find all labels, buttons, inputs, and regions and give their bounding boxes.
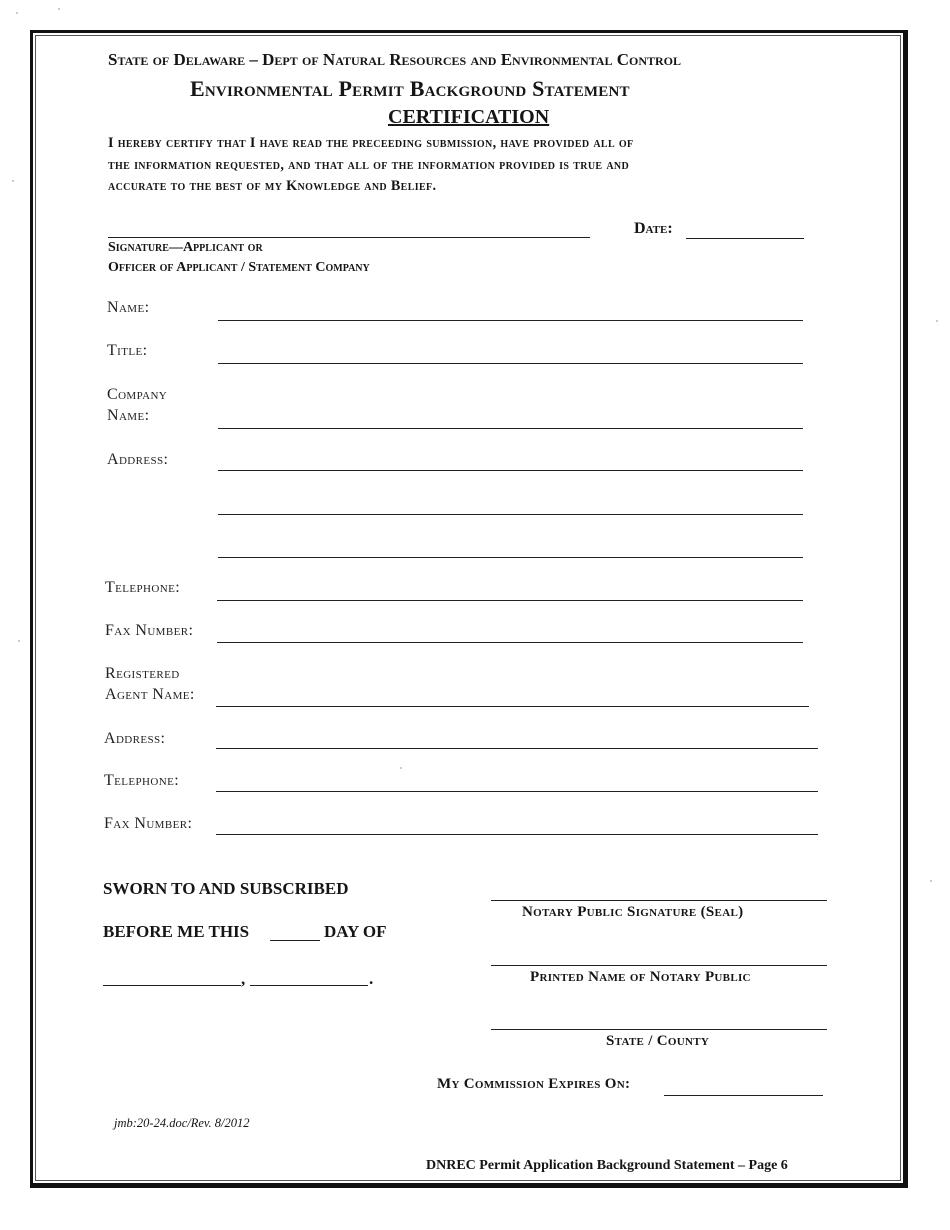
notary-signature-line[interactable]	[491, 900, 827, 901]
agent-label-1: Registered	[105, 665, 180, 682]
state-county-label: State / County	[606, 1033, 710, 1049]
scan-speck	[58, 8, 60, 10]
agent-label-2: Agent Name:	[105, 686, 195, 703]
company-name-field[interactable]	[218, 428, 803, 429]
year-blank[interactable]	[250, 985, 368, 986]
sworn-line-2-after: DAY OF	[324, 922, 387, 941]
scan-speck	[936, 320, 938, 322]
commission-label: My Commission Expires On:	[437, 1076, 631, 1092]
sworn-line-2-before: BEFORE ME THIS	[103, 922, 250, 941]
scan-speck	[18, 640, 20, 642]
scan-speck	[12, 180, 14, 182]
certification-line-3: accurate to the best of my Knowledge and Belief.	[108, 178, 437, 194]
fax-label: Fax Number:	[105, 622, 194, 639]
name-field[interactable]	[218, 320, 803, 321]
fax-field[interactable]	[217, 642, 803, 643]
agent-fax-field[interactable]	[216, 834, 818, 835]
address-field-1[interactable]	[218, 470, 803, 471]
page-caption: DNREC Permit Application Background Statement – Page 6	[426, 1158, 788, 1173]
certification-line-1: I hereby certify that I have read the preceeding submission, have provided all of	[108, 135, 634, 151]
sworn-line-1: SWORN TO AND SUBSCRIBED	[103, 879, 349, 898]
address-label: Address:	[107, 451, 169, 468]
company-label-1: Company	[107, 386, 168, 403]
date-label: Date:	[634, 220, 673, 237]
telephone-label: Telephone:	[105, 579, 181, 596]
signature-caption-2: Officer of Applicant / Statement Company	[108, 260, 370, 275]
notary-printed-name-line[interactable]	[491, 965, 827, 966]
signature-caption-1: Signature—Applicant or	[108, 240, 263, 255]
month-blank[interactable]	[103, 985, 241, 986]
state-county-line[interactable]	[491, 1029, 827, 1030]
title-label: Title:	[107, 342, 148, 359]
sworn-comma: ,	[241, 969, 246, 988]
section-title: CERTIFICATION	[388, 106, 550, 128]
commission-date-line[interactable]	[664, 1095, 823, 1096]
agent-address-field[interactable]	[216, 748, 818, 749]
date-line[interactable]	[686, 238, 804, 239]
company-label-2: Name:	[107, 407, 150, 424]
certification-line-2: the information requested, and that all of the information provided is true and	[108, 157, 630, 173]
agency-header: State of Delaware – Dept of Natural Resources and Environmental Control	[108, 50, 682, 69]
agent-telephone-field[interactable]	[216, 791, 818, 792]
sworn-period: .	[369, 969, 374, 988]
scan-speck	[16, 12, 18, 14]
agent-telephone-label: Telephone:	[104, 772, 180, 789]
day-blank[interactable]	[270, 940, 320, 941]
form-title: Environmental Permit Background Statement	[190, 76, 630, 101]
notary-printed-name-label: Printed Name of Notary Public	[530, 969, 751, 985]
telephone-field[interactable]	[217, 600, 803, 601]
document-reference: jmb:20-24.doc/Rev. 8/2012	[114, 1116, 250, 1130]
address-field-2[interactable]	[218, 514, 803, 515]
signature-line[interactable]	[108, 237, 590, 238]
notary-signature-label: Notary Public Signature (Seal)	[522, 904, 744, 920]
scan-speck	[400, 767, 402, 769]
page-border-inner	[35, 35, 901, 1181]
agent-address-label: Address:	[104, 730, 166, 747]
scan-speck	[930, 880, 932, 882]
title-field[interactable]	[218, 363, 803, 364]
agent-name-field[interactable]	[216, 706, 809, 707]
agent-fax-label: Fax Number:	[104, 815, 193, 832]
address-field-3[interactable]	[218, 557, 803, 558]
name-label: Name:	[107, 299, 150, 316]
